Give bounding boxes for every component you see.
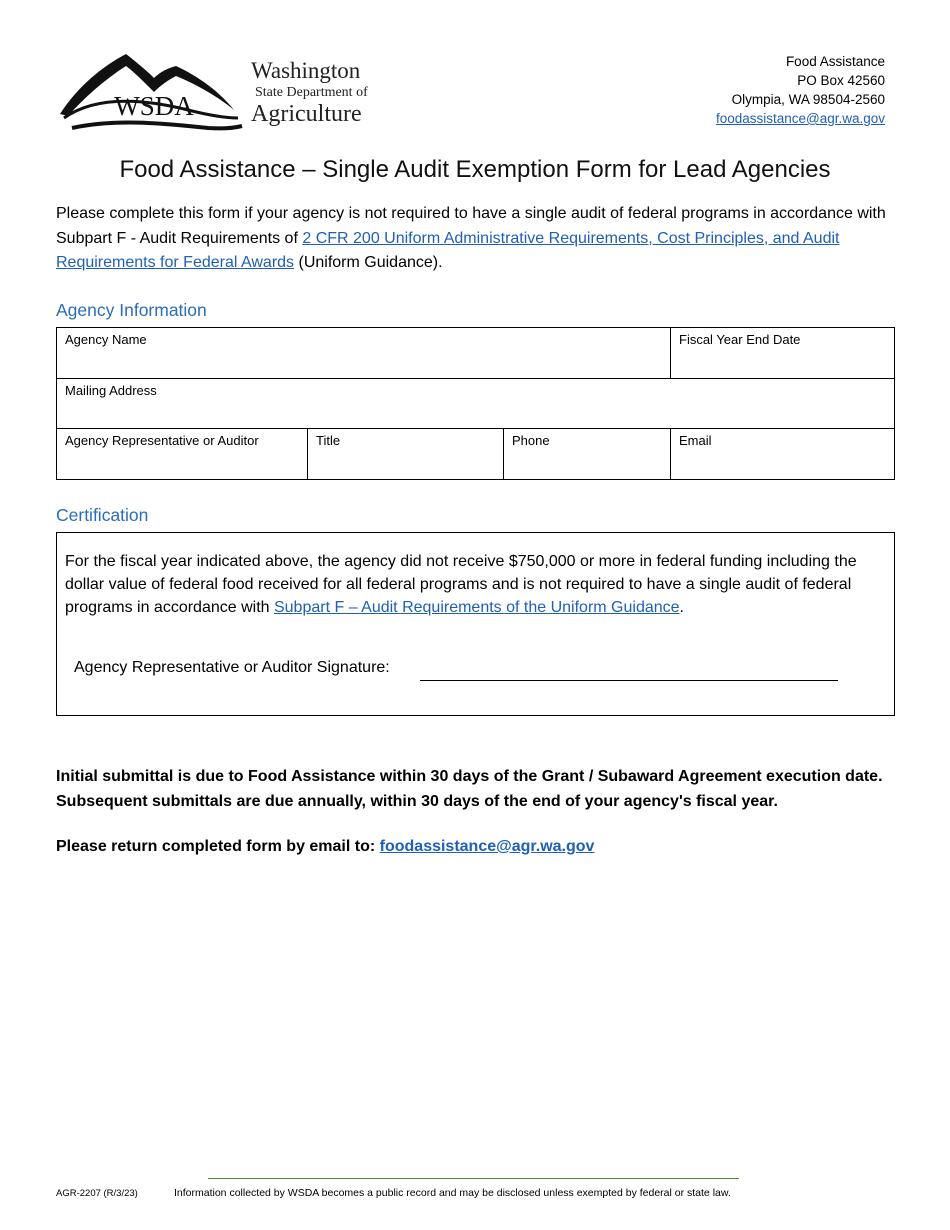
address-po-box: PO Box 42560	[797, 73, 885, 88]
return-email-link[interactable]: foodassistance@agr.wa.gov	[379, 838, 595, 855]
certification-text-end: .	[679, 599, 684, 616]
title-field[interactable]	[308, 429, 503, 479]
intro-text-end: (Uniform Guidance).	[294, 254, 443, 271]
footer-disclaimer: Information collected by WSDA becomes a public record and may be disclosed unless exempted by federal or state law.	[174, 1187, 731, 1199]
cfr-200-link[interactable]: 2 CFR 200 Uniform Administrative Requirements, Cost Principles, and Audit Requirements for Federal Awards	[56, 229, 840, 271]
header-email-link[interactable]: foodassistance@agr.wa.gov	[715, 111, 885, 126]
form-code: AGR-2207 (R/3/23)	[56, 1188, 138, 1199]
agency-name-label: Agency Name	[65, 332, 147, 347]
fiscal-year-end-field[interactable]	[671, 328, 895, 378]
contact-address	[716, 52, 885, 128]
logo-agriculture: Agriculture	[251, 101, 362, 127]
representative-label: Agency Representative or Auditor	[65, 433, 259, 448]
intro-paragraph	[56, 202, 896, 276]
title-label: Title	[316, 433, 341, 448]
wsda-logo	[58, 48, 378, 132]
address-dept: Food Assistance	[785, 54, 885, 69]
certification-statement	[65, 550, 887, 619]
logo-state-dept: State Department of	[255, 85, 368, 100]
mailing-address-field[interactable]	[57, 379, 895, 428]
phone-label: Phone	[512, 433, 550, 448]
page-title: Food Assistance – Single Audit Exemption Form for Lead Agencies	[119, 156, 831, 183]
return-note	[56, 838, 594, 856]
signature-line[interactable]	[420, 680, 838, 681]
agency-information-table	[56, 327, 895, 480]
certification-heading: Certification	[56, 505, 149, 525]
agency-name-field[interactable]	[57, 328, 670, 378]
intro-text: Please complete this form if your agency is not required to have a single audit of federal programs in accordance with Subpart F - Audit Requirements of	[56, 205, 886, 247]
submittal-note: Initial submittal is due to Food Assistance within 30 days of the Grant / Subaward Agreement execution date. Subsequent submittals are due annually, within 30 days of the end of your agency's fiscal year.	[56, 768, 883, 810]
certification-text: For the fiscal year indicated above, the agency did not receive $750,000 or more in federal funding including the dollar value of federal food received for all federal programs and is not required to have a single audit of federal programs in accordance with	[65, 553, 857, 616]
email-label: Email	[679, 433, 712, 448]
address-city: Olympia, WA 98504-2560	[731, 92, 885, 107]
logo-washington: Washington	[251, 58, 361, 83]
signature-label: Agency Representative or Auditor Signature:	[74, 659, 390, 676]
phone-field[interactable]	[504, 429, 670, 479]
mountain-logo-icon	[58, 48, 248, 132]
representative-field[interactable]	[57, 429, 307, 479]
email-field[interactable]	[671, 429, 895, 479]
agency-information-heading: Agency Information	[56, 300, 207, 320]
certification-box	[56, 532, 895, 716]
subpart-f-link[interactable]: Subpart F – Audit Requirements of the Uniform Guidance	[273, 599, 680, 616]
fiscal-year-end-label: Fiscal Year End Date	[679, 332, 801, 347]
return-label: Please return completed form by email to:	[56, 838, 380, 855]
mailing-address-label: Mailing Address	[65, 383, 157, 398]
svg-text:WSDA: WSDA	[114, 91, 194, 121]
footer-divider	[208, 1178, 739, 1179]
